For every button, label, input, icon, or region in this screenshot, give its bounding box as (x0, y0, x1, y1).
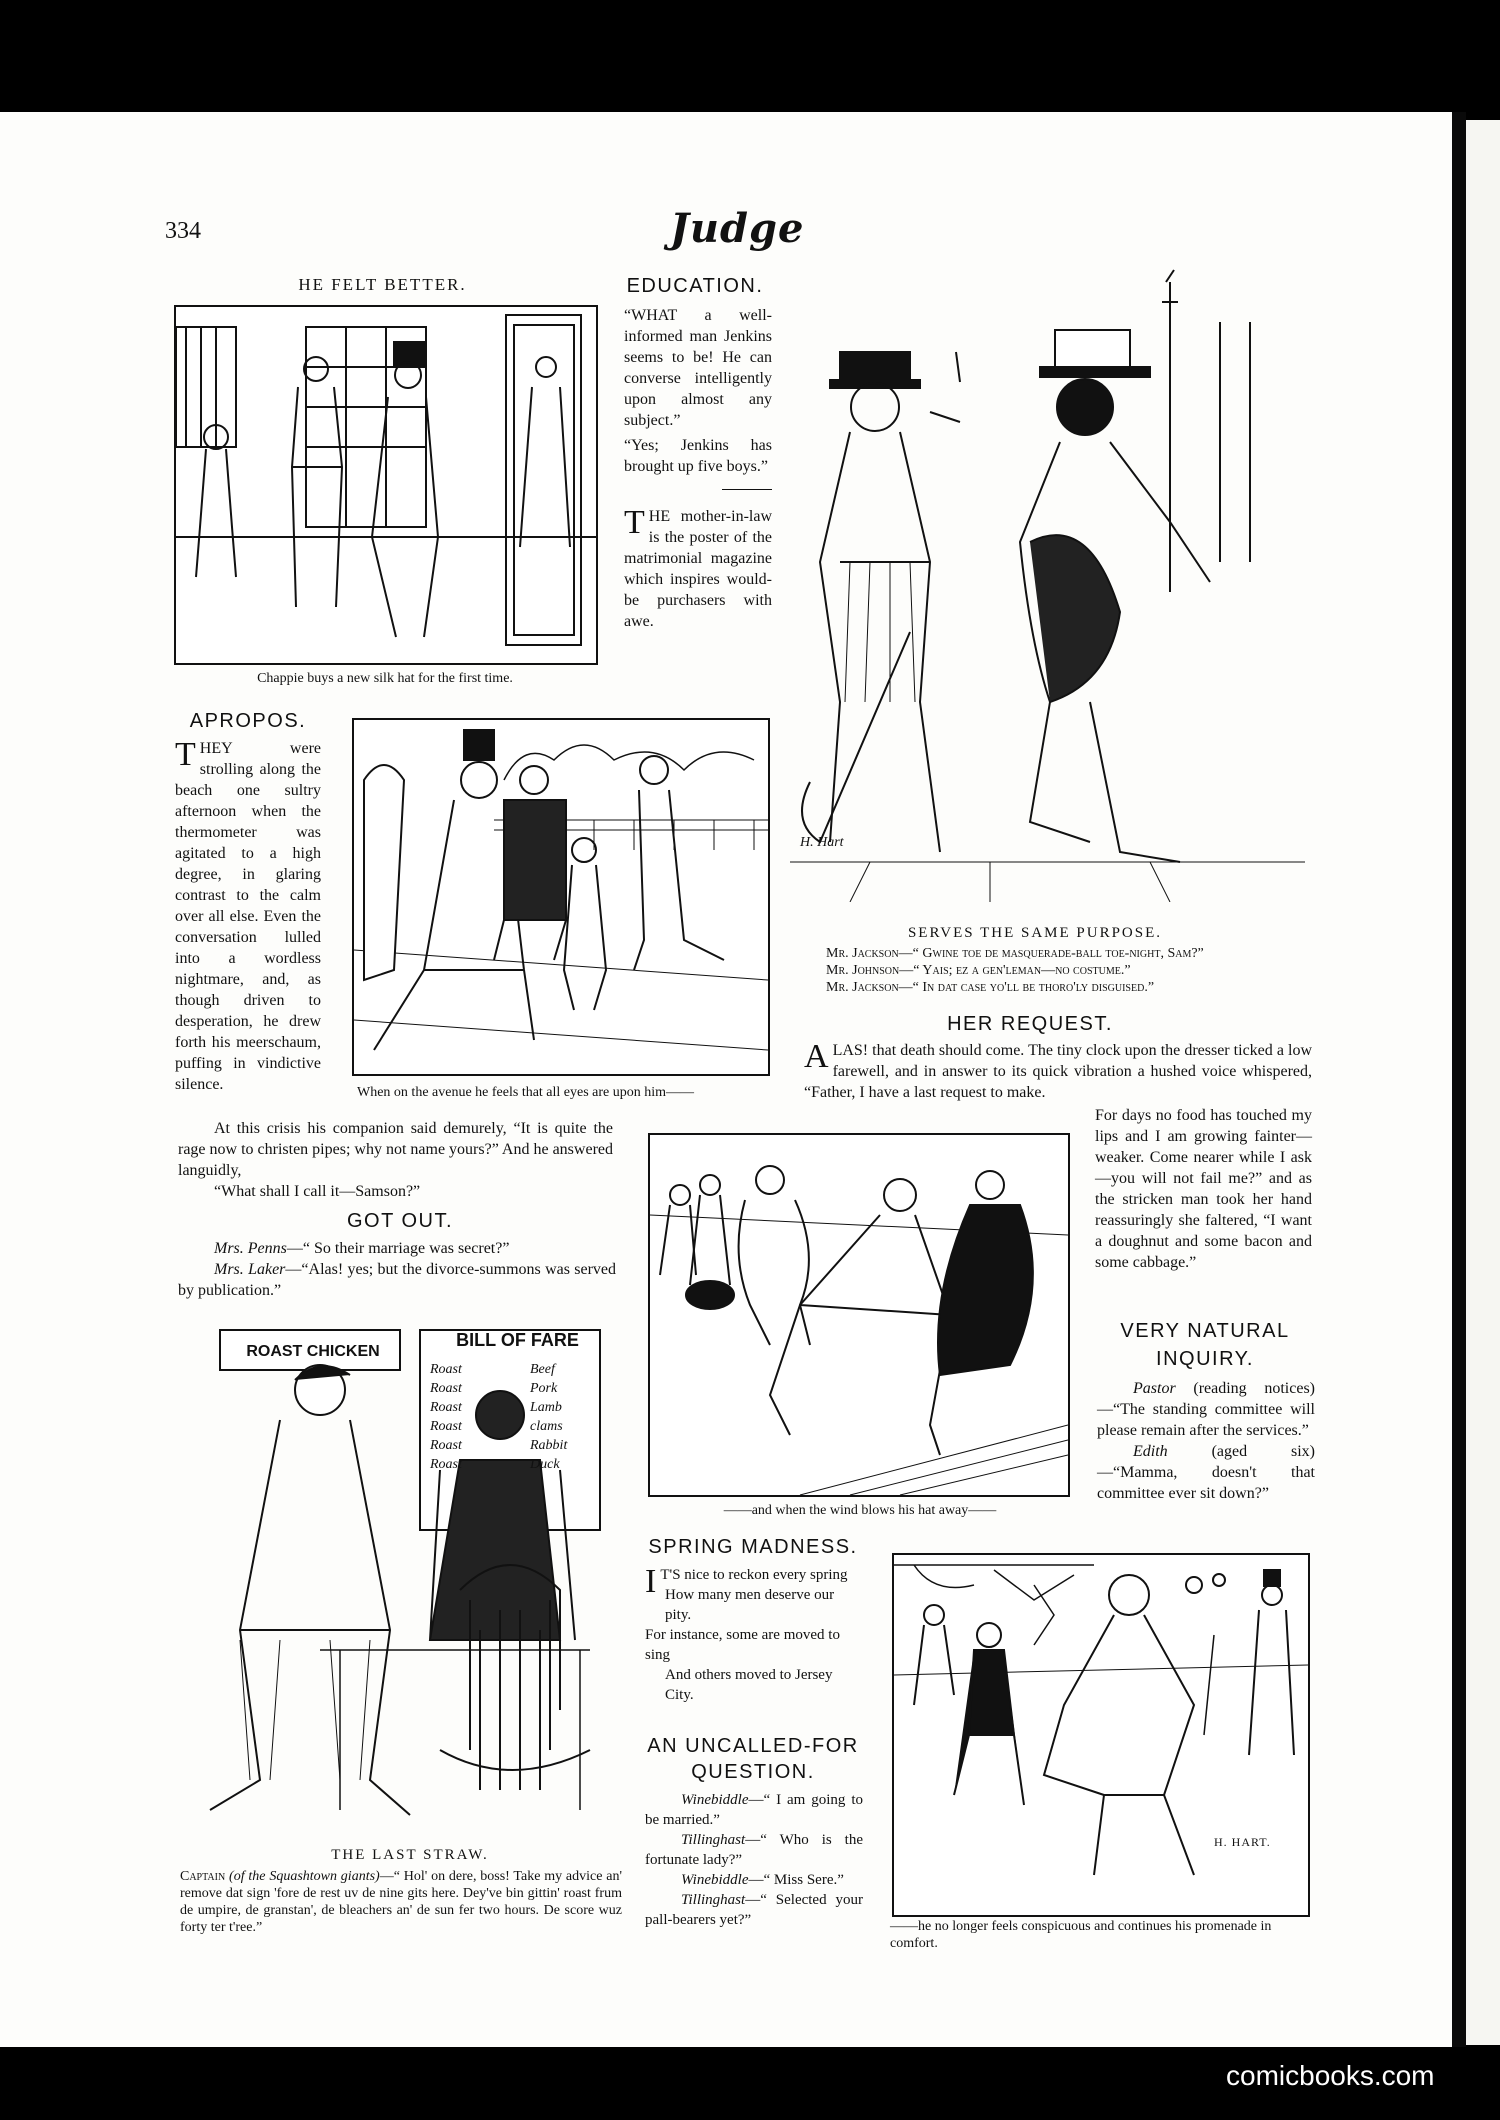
serves-line-1: Mr. Jackson—“ Gwine toe de masquerade-ball toe-night, Sam?” (826, 946, 1204, 961)
apropos-paragraph-2: At this crisis his companion said demurely, “It is quite the rage now to christen pipes; why not name yours?” And he answered languidly, (178, 1120, 613, 1179)
education-text (624, 305, 772, 632)
wind-illustration (648, 1133, 1070, 1497)
roast-chicken-sign: ROAST CHICKEN (246, 1343, 380, 1360)
her-request-paragraph-1: ALAS! that death should come. The tiny clock upon the dresser ticked a low farewell, and in answer to its quick vibration a hushed voice whispered, “Father, I have a last request to make. (804, 1038, 1312, 1101)
avenue-caption: When on the avenue he feels that all eyes are upon him—— (357, 1085, 695, 1100)
page-gutter (1452, 112, 1466, 2047)
her-request-paragraph-2: For days no food has touched my lips and I am growing fainter—weaker. Come nearer while I ask—you will not fail me?” and as the stricken man took her hand reassuringly she faltered, “I want a doughnut and some bacon and some cabbage.” (1095, 1107, 1312, 1271)
serves-dialogue (826, 945, 1296, 996)
watermark: comicbooks.com (1226, 2060, 1435, 2091)
wind-caption: ——and when the wind blows his hat away—— (723, 1503, 997, 1518)
got-out-line-1: Mrs. Penns—“ So their marriage was secret?” (214, 1240, 510, 1257)
serves-line-3: Mr. Jackson—“ In dat case yo'll be thoro'ly disguised.” (826, 980, 1155, 995)
education-paragraph-2: “Yes; Jenkins has brought up five boys.” (624, 437, 772, 475)
uncalled-title: AN UNCALLED-FOR QUESTION. (647, 1735, 859, 1783)
natural-line-2: Edith (aged six)—“Mamma, doesn't that committee ever sit down?” (1097, 1443, 1315, 1502)
apropos-title: APROPOS. (189, 710, 307, 732)
natural-inquiry-text (1097, 1378, 1315, 1504)
got-out-title: GOT OUT. (346, 1210, 454, 1232)
serves-line-2: Mr. Johnson—“ Yais; ez a gen'leman—no costume.” (826, 963, 1131, 978)
bill-of-fare-sign: BILL OF FARE (456, 1330, 579, 1350)
last-straw-caption: Captain (of the Squashtown giants)—“ Hol' on dere, boss! Take my advice an' remove dat sign 'fore de rest uv de nine gits here. Dey've bin gittin' roast frum de umpire, de granstan', de bleachers an' de sun fer two hours. De score wuz forty ter t'ree.” (180, 1869, 623, 1935)
menu-items-right: Beef Pork Lamb clams Rabbit Duck (530, 1362, 568, 1472)
education-title: EDUCATION. (626, 275, 764, 297)
serves-signature: H. Hart (800, 835, 844, 850)
menu-items-left: Roast Roast Roast Roast Roast Roast (430, 1362, 462, 1472)
uncalled-text: Winebiddle—“ I am going to be married.” Tillinghast—“ Who is the fortunate lady?” Winebiddle—“ Miss Sere.” Tillinghast—“ Selected your pall-bearers yet?” (645, 1792, 863, 1928)
divider (722, 489, 772, 490)
page-number: 334 (165, 218, 201, 244)
got-out-text (178, 1238, 616, 1301)
got-out-line-2: Mrs. Laker—“Alas! yes; but the divorce-summons was served by publication.” (178, 1261, 616, 1299)
last-straw-title: THE LAST STRAW. (331, 1847, 489, 1863)
her-request-title: HER REQUEST. (947, 1013, 1113, 1035)
education-paragraph-1: “WHAT a well-informed man Jenkins seems to be! He can converse intelligently upon almost any subject.” (624, 307, 772, 429)
he-felt-better-caption: Chappie buys a new silk hat for the first time. (257, 671, 513, 686)
spring-madness-poem: I T'S nice to reckon every spring How many men deserve our pity. For instance, some are moved to sing And others moved to Jersey City. (645, 1563, 848, 1703)
spring-madness-title: SPRING MADNESS. (648, 1536, 858, 1558)
apropos-continued (178, 1118, 613, 1202)
education-paragraph-3: THE mother-in-law is the poster of the matrimonial magazine which inspires would-be purchasers with awe. (624, 504, 772, 630)
masthead: Judge (670, 205, 805, 252)
natural-inquiry-title: VERY NATURAL INQUIRY. (1120, 1320, 1290, 1370)
jackson-johnson-illustration (790, 262, 1305, 902)
promenade-signature: H. HART. (1214, 1835, 1271, 1849)
promenade-caption: ——he no longer feels conspicuous and continues his promenade in comfort. (890, 1919, 1272, 1951)
apropos-paragraph-1: THEY were strolling along the beach one sultry afternoon when the thermometer was agitated to a high degree, in glaring contrast to the calm over all else. Even the conversation lulled into a wordless nightmare, and, as though driven to desperation, he drew forth his meerschaum, puffing in vindictive silence. (175, 736, 321, 1093)
natural-line-1: Pastor (reading notices)—“The standing committee will please remain after the services.” (1097, 1380, 1315, 1439)
serves-title: SERVES THE SAME PURPOSE. (907, 925, 1163, 941)
he-felt-better-title: HE FELT BETTER. (298, 275, 467, 294)
avenue-illustration (352, 718, 770, 1076)
hat-shop-illustration (174, 305, 598, 665)
apropos-paragraph-3: “What shall I call it—Samson?” (214, 1183, 421, 1200)
promenade-illustration (892, 1553, 1310, 1917)
next-page-edge (1466, 120, 1500, 2045)
